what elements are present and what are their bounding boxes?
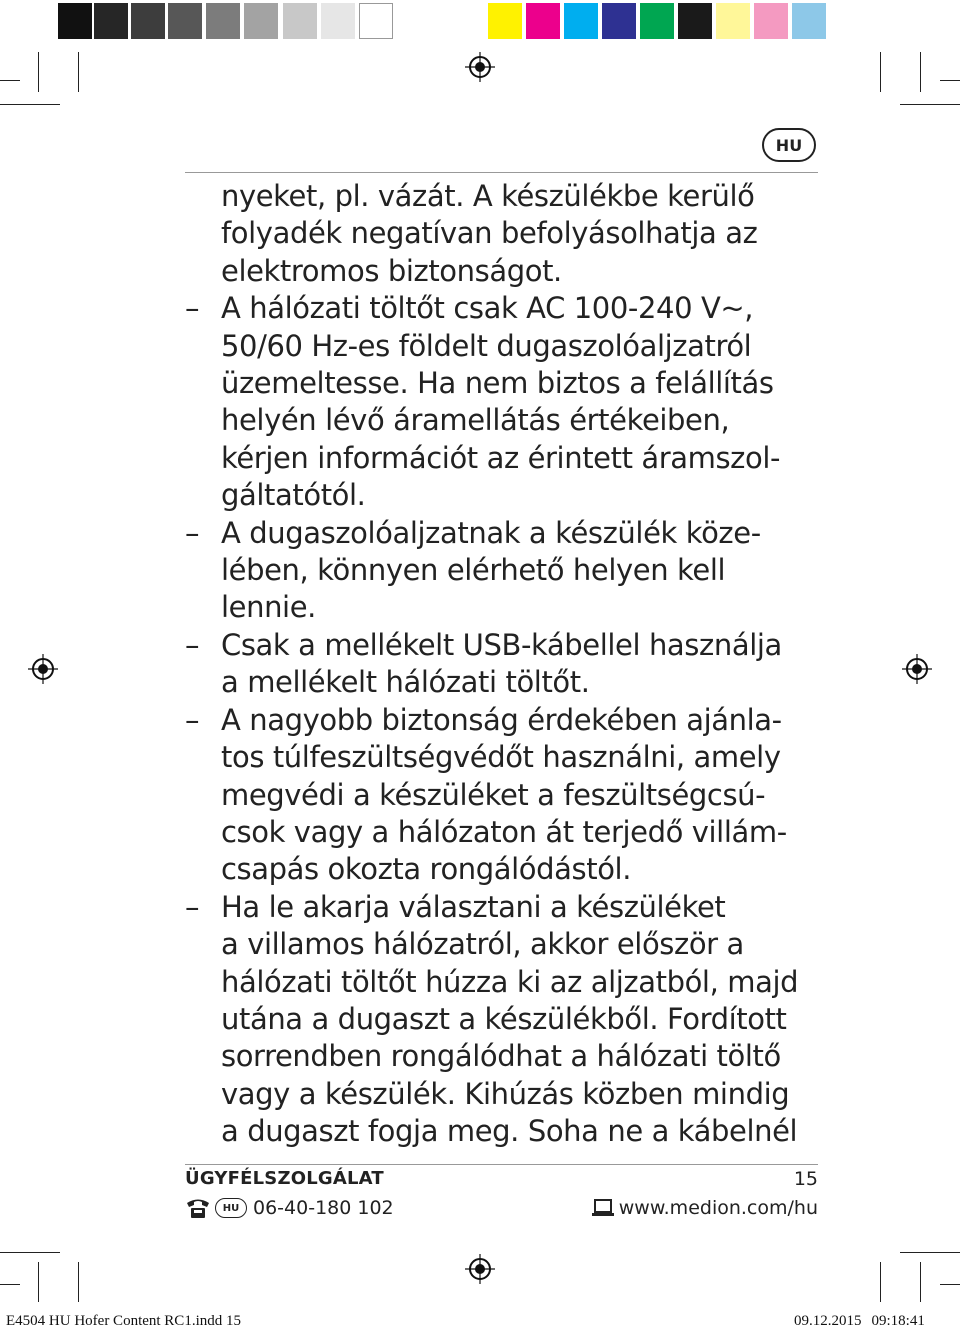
crop-mark [880, 1262, 881, 1302]
text-line: A hálózati töltőt csak AC 100-240 V~, [221, 291, 754, 326]
text-line: hálózati töltőt húzza ki az aljzatból, majd [221, 964, 799, 999]
file-slug: E4504 HU Hofer Content RC1.indd 15 [6, 1313, 241, 1329]
phone-number: 06-40-180 102 [253, 1197, 394, 1219]
safety-instructions-text [185, 178, 825, 1151]
crop-mark [940, 80, 960, 81]
phone-country-badge: HU [215, 1198, 247, 1218]
registration-mark-icon [465, 1254, 495, 1284]
slug-date: 09.12.2015 [794, 1313, 862, 1329]
instruction-paragraph [185, 178, 825, 290]
text-line: csapás okozta rongálódástól. [221, 852, 632, 887]
text-line: elektromos biztonságot. [221, 253, 562, 288]
footer-rule [185, 1164, 818, 1165]
list-dash: – [185, 515, 200, 550]
crop-mark [900, 1252, 960, 1253]
customer-service-label: ÜGYFÉLSZOLGÁLAT [185, 1168, 384, 1189]
instruction-paragraph [185, 515, 825, 627]
text-line: A nagyobb biztonság érdekében ajánla- [221, 702, 782, 737]
color-swatch [640, 3, 674, 39]
crop-mark [38, 1262, 39, 1302]
list-dash: – [185, 702, 200, 737]
color-swatch [678, 3, 712, 39]
text-line: a mellékelt hálózati töltőt. [221, 665, 590, 700]
crop-mark [78, 1262, 79, 1302]
language-badge: HU [762, 128, 816, 162]
text-line: folyadék negatívan befolyásolhatja az [221, 216, 758, 251]
text-line: tos túlfeszültségvédőt használni, amely [221, 740, 781, 775]
list-dash: – [185, 889, 200, 924]
text-line: a villamos hálózatról, akkor először a [221, 927, 744, 962]
crop-mark [78, 52, 79, 92]
color-swatch [283, 3, 317, 39]
website-url: www.medion.com/hu [618, 1197, 818, 1219]
instruction-paragraph [185, 702, 825, 889]
text-line: kérjen információt az érintett áramszol- [221, 440, 781, 475]
crop-mark [920, 52, 921, 92]
color-swatch [564, 3, 598, 39]
color-swatch [244, 3, 278, 39]
text-line: megvédi a készüléket a feszültségcsú- [221, 777, 766, 812]
color-swatch [94, 3, 128, 39]
text-line: lében, könnyen elérhető helyen kell [221, 553, 726, 588]
page-number: 15 [793, 1168, 818, 1190]
telephone-icon [185, 1197, 211, 1219]
crop-mark [920, 1262, 921, 1302]
registration-mark-icon [465, 52, 495, 82]
color-swatch [792, 3, 826, 39]
list-dash: – [185, 627, 200, 662]
phone-contact [185, 1194, 394, 1222]
website-contact [591, 1194, 818, 1222]
text-line: A dugaszolóaljzatnak a készülék köze- [221, 515, 761, 550]
crop-mark [0, 1284, 20, 1285]
text-line: Csak a mellékelt USB-kábellel használja [221, 627, 782, 662]
crop-mark [0, 1252, 60, 1253]
text-line: 50/60 Hz-es földelt dugaszolóaljzatról [221, 328, 752, 363]
color-swatch [58, 3, 92, 39]
color-swatch [754, 3, 788, 39]
instruction-paragraph [185, 889, 825, 1151]
color-swatch [488, 3, 522, 39]
crop-mark [880, 52, 881, 92]
registration-mark-icon [902, 654, 932, 684]
timestamp-slug [794, 1313, 925, 1330]
registration-mark-icon [28, 654, 58, 684]
instruction-paragraph [185, 627, 825, 702]
laptop-icon [591, 1198, 615, 1218]
instruction-paragraph [185, 290, 825, 514]
text-line: Ha le akarja választani a készüléket [221, 889, 726, 924]
text-line: vagy a készülék. Kihúzás közben mindig [221, 1076, 790, 1111]
text-line: a dugaszt fogja meg. Soha ne a kábelnél [221, 1114, 798, 1149]
text-line: üzemeltesse. Ha nem biztos a felállítás [221, 366, 774, 401]
crop-mark [940, 1284, 960, 1285]
color-swatch [206, 3, 240, 39]
text-line: sorrendben rongálódhat a hálózati töltő [221, 1039, 781, 1074]
slug-time: 09:18:41 [871, 1313, 925, 1329]
text-line: utána a dugaszt a készülékből. Fordított [221, 1001, 787, 1036]
color-swatch [131, 3, 165, 39]
text-line: gáltatótól. [221, 478, 366, 513]
crop-mark [38, 52, 39, 92]
list-dash: – [185, 291, 200, 326]
crop-mark [0, 104, 60, 105]
color-swatch [359, 3, 393, 39]
text-line: lennie. [221, 590, 316, 625]
printer-color-bar [58, 3, 902, 39]
color-swatch [716, 3, 750, 39]
color-swatch [526, 3, 560, 39]
text-line: csok vagy a hálózaton át terjedő villám- [221, 814, 787, 849]
color-swatch [321, 3, 355, 39]
header-rule [185, 172, 818, 173]
text-line: nyeket, pl. vázát. A készülékbe kerülő [221, 179, 755, 213]
color-swatch [602, 3, 636, 39]
crop-mark [900, 104, 960, 105]
color-swatch [168, 3, 202, 39]
text-line: helyén lévő áramellátás értékeiben, [221, 403, 730, 438]
crop-mark [0, 80, 20, 81]
